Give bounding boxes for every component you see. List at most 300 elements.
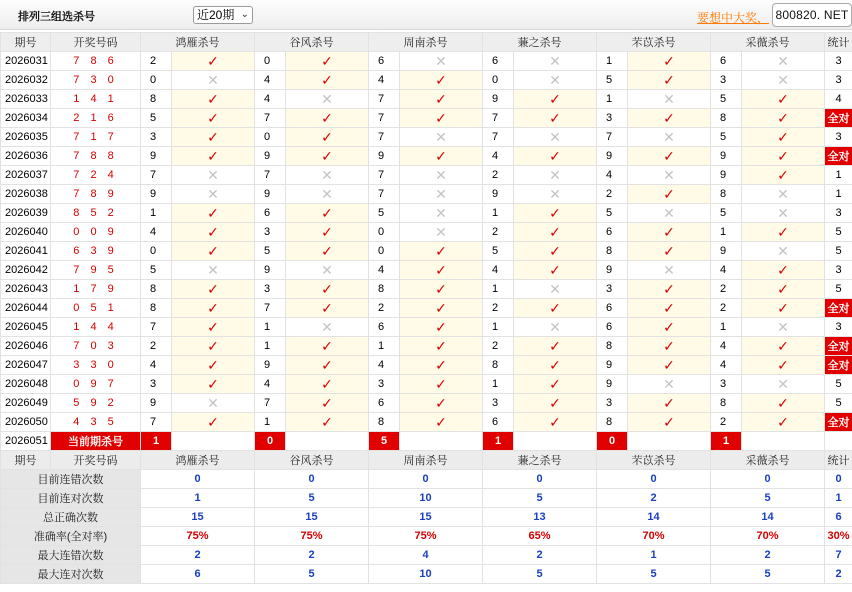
period-cell: 2026041 <box>1 242 51 261</box>
result-mark-cell <box>742 337 825 356</box>
cross-icon: ✕ <box>207 185 219 202</box>
period-cell: 2026043 <box>1 280 51 299</box>
current-empty-cell <box>514 432 597 451</box>
kill-number-cell: 3 <box>255 223 286 242</box>
table-row <box>1 223 852 242</box>
col-expert-2: 谷风杀号 <box>255 451 369 470</box>
kill-number-cell: 4 <box>711 337 742 356</box>
period-select-value: 近20期 <box>197 8 235 22</box>
full-correct-badge: 全对 <box>825 337 852 356</box>
table-row <box>1 394 852 413</box>
summary-stat-value: 1 <box>825 489 852 508</box>
kill-number-cell: 1 <box>483 375 514 394</box>
result-mark-cell <box>286 318 369 337</box>
kill-number-cell: 4 <box>255 90 286 109</box>
summary-value: 4 <box>369 546 483 565</box>
result-mark-cell <box>172 90 255 109</box>
result-mark-cell <box>628 261 711 280</box>
kill-number-cell: 2 <box>369 299 400 318</box>
period-cell: 2026031 <box>1 52 51 71</box>
check-icon: ✓ <box>435 261 447 278</box>
summary-value: 70% <box>597 527 711 546</box>
check-icon: ✓ <box>207 413 219 430</box>
kill-number-cell: 6 <box>483 413 514 432</box>
result-mark-cell <box>628 280 711 299</box>
kill-number-cell: 1 <box>255 337 286 356</box>
result-mark-cell <box>742 318 825 337</box>
col-period: 期号 <box>1 33 51 52</box>
kill-number-cell: 9 <box>483 185 514 204</box>
kill-number-cell: 6 <box>369 52 400 71</box>
summary-row <box>1 470 852 489</box>
stat-cell: 4 <box>825 90 852 109</box>
cross-icon: ✕ <box>207 394 219 411</box>
result-mark-cell <box>742 185 825 204</box>
period-cell: 2026049 <box>1 394 51 413</box>
result-mark-cell <box>514 394 597 413</box>
result-mark-cell <box>742 52 825 71</box>
kill-number-cell: 7 <box>369 166 400 185</box>
kill-number-cell: 9 <box>255 356 286 375</box>
check-icon: ✓ <box>435 109 447 126</box>
cross-icon: ✕ <box>549 185 561 202</box>
draw-number-cell: 5 9 2 <box>51 394 141 413</box>
summary-value: 75% <box>369 527 483 546</box>
table-row <box>1 261 852 280</box>
result-mark-cell <box>628 166 711 185</box>
kill-number-cell: 3 <box>597 280 628 299</box>
current-kill-number: 0 <box>255 432 286 451</box>
period-select[interactable] <box>193 6 253 24</box>
summary-label: 目前连错次数 <box>1 470 141 489</box>
result-mark-cell <box>400 337 483 356</box>
result-mark-cell <box>286 223 369 242</box>
result-mark-cell <box>172 147 255 166</box>
check-icon: ✓ <box>321 337 333 354</box>
table-row <box>1 280 852 299</box>
kill-number-cell: 1 <box>597 90 628 109</box>
result-mark-cell <box>628 204 711 223</box>
draw-number-cell: 7 3 0 <box>51 71 141 90</box>
result-mark-cell <box>172 318 255 337</box>
promo-link[interactable]: 要想中大奖， <box>697 11 770 25</box>
result-mark-cell <box>628 242 711 261</box>
table-row <box>1 52 852 71</box>
kill-number-cell: 2 <box>483 223 514 242</box>
result-mark-cell <box>286 90 369 109</box>
kill-number-cell: 3 <box>483 394 514 413</box>
draw-number-cell: 0 0 9 <box>51 223 141 242</box>
kill-number-cell: 9 <box>141 185 172 204</box>
site-brand-badge[interactable]: 800820. NET <box>772 3 852 27</box>
kill-number-cell: 3 <box>597 109 628 128</box>
period-cell: 2026051 <box>1 432 51 451</box>
result-mark-cell <box>172 394 255 413</box>
summary-value: 15 <box>141 508 255 527</box>
full-correct-badge: 全对 <box>825 356 852 375</box>
cross-icon: ✕ <box>549 128 561 145</box>
kill-number-cell: 5 <box>483 242 514 261</box>
cross-icon: ✕ <box>549 280 561 297</box>
cross-icon: ✕ <box>777 204 789 221</box>
result-mark-cell <box>514 261 597 280</box>
col-expert-3: 周南杀号 <box>369 451 483 470</box>
result-mark-cell <box>742 204 825 223</box>
check-icon: ✓ <box>321 204 333 221</box>
kill-number-cell: 7 <box>141 166 172 185</box>
kill-number-cell: 5 <box>141 261 172 280</box>
period-cell: 2026044 <box>1 299 51 318</box>
result-mark-cell <box>628 128 711 147</box>
kill-number-cell: 7 <box>369 90 400 109</box>
cross-icon: ✕ <box>435 223 447 240</box>
check-icon: ✓ <box>321 71 333 88</box>
result-mark-cell <box>286 299 369 318</box>
check-icon: ✓ <box>549 90 561 107</box>
current-empty-cell <box>172 432 255 451</box>
check-icon: ✓ <box>663 318 675 335</box>
kill-number-cell: 1 <box>483 280 514 299</box>
kill-number-cell: 2 <box>141 337 172 356</box>
table-row <box>1 166 852 185</box>
kill-number-cell: 0 <box>255 52 286 71</box>
kill-number-cell: 9 <box>141 394 172 413</box>
kill-number-cell: 2 <box>597 185 628 204</box>
stat-cell: 3 <box>825 71 852 90</box>
summary-value: 0 <box>483 470 597 489</box>
current-kill-number: 1 <box>711 432 742 451</box>
result-mark-cell <box>172 280 255 299</box>
kill-number-cell: 5 <box>597 71 628 90</box>
result-mark-cell <box>172 337 255 356</box>
summary-label: 目前连对次数 <box>1 489 141 508</box>
period-cell: 2026050 <box>1 413 51 432</box>
kill-number-cell: 1 <box>255 318 286 337</box>
kill-number-cell: 9 <box>711 242 742 261</box>
col-expert-5: 芣苡杀号 <box>597 33 711 52</box>
check-icon: ✓ <box>207 147 219 164</box>
result-mark-cell <box>286 109 369 128</box>
kill-number-cell: 9 <box>597 261 628 280</box>
check-icon: ✓ <box>549 337 561 354</box>
kill-number-cell: 3 <box>369 375 400 394</box>
check-icon: ✓ <box>549 261 561 278</box>
draw-number-cell: 7 0 3 <box>51 337 141 356</box>
summary-stat-value: 2 <box>825 565 852 584</box>
table-row <box>1 356 852 375</box>
result-mark-cell <box>742 223 825 242</box>
kill-number-cell: 6 <box>369 394 400 413</box>
kill-number-cell: 7 <box>255 109 286 128</box>
result-mark-cell <box>172 52 255 71</box>
stat-cell: 3 <box>825 318 852 337</box>
cross-icon: ✕ <box>549 318 561 335</box>
result-mark-cell <box>286 204 369 223</box>
summary-value: 5 <box>255 565 369 584</box>
stat-cell: 3 <box>825 52 852 71</box>
summary-stat-value: 0 <box>825 470 852 489</box>
summary-value: 13 <box>483 508 597 527</box>
check-icon: ✓ <box>663 280 675 297</box>
result-mark-cell <box>400 375 483 394</box>
draw-number-cell: 1 7 9 <box>51 280 141 299</box>
table-row <box>1 337 852 356</box>
check-icon: ✓ <box>321 52 333 69</box>
kill-number-cell: 5 <box>711 128 742 147</box>
check-icon: ✓ <box>663 394 675 411</box>
current-empty-cell <box>742 432 825 451</box>
check-icon: ✓ <box>321 147 333 164</box>
summary-value: 10 <box>369 565 483 584</box>
result-mark-cell <box>172 128 255 147</box>
current-empty-cell <box>628 432 711 451</box>
cross-icon: ✕ <box>777 242 789 259</box>
check-icon: ✓ <box>435 375 447 392</box>
check-icon: ✓ <box>321 109 333 126</box>
table-row <box>1 71 852 90</box>
kill-number-cell: 4 <box>369 261 400 280</box>
kill-number-cell: 1 <box>255 413 286 432</box>
kill-number-cell: 9 <box>255 147 286 166</box>
kill-number-cell: 4 <box>255 71 286 90</box>
kill-number-cell: 3 <box>141 375 172 394</box>
check-icon: ✓ <box>207 318 219 335</box>
kill-number-cell: 7 <box>255 166 286 185</box>
draw-number-cell: 3 3 0 <box>51 356 141 375</box>
kill-number-cell: 8 <box>483 356 514 375</box>
draw-number-cell: 0 9 7 <box>51 375 141 394</box>
col-expert-1: 鸿雁杀号 <box>141 451 255 470</box>
check-icon: ✓ <box>435 394 447 411</box>
check-icon: ✓ <box>435 242 447 259</box>
summary-value: 2 <box>141 546 255 565</box>
check-icon: ✓ <box>549 242 561 259</box>
kill-number-cell: 2 <box>483 337 514 356</box>
period-cell: 2026047 <box>1 356 51 375</box>
cross-icon: ✕ <box>207 71 219 88</box>
kill-number-cell: 9 <box>711 166 742 185</box>
period-cell: 2026035 <box>1 128 51 147</box>
table-row <box>1 242 852 261</box>
kill-number-cell: 6 <box>711 52 742 71</box>
kill-number-cell: 1 <box>141 204 172 223</box>
kill-number-cell: 8 <box>369 280 400 299</box>
result-mark-cell <box>514 280 597 299</box>
result-mark-cell <box>172 71 255 90</box>
summary-value: 0 <box>369 470 483 489</box>
kill-number-cell: 0 <box>141 242 172 261</box>
check-icon: ✓ <box>663 71 675 88</box>
check-icon: ✓ <box>435 299 447 316</box>
top-bar <box>0 0 852 30</box>
check-icon: ✓ <box>435 318 447 335</box>
kill-number-cell: 3 <box>711 375 742 394</box>
col-expert-4: 蒹之杀号 <box>483 451 597 470</box>
period-cell: 2026042 <box>1 261 51 280</box>
full-correct-badge: 全对 <box>825 299 852 318</box>
cross-icon: ✕ <box>435 185 447 202</box>
cross-icon: ✕ <box>663 261 675 278</box>
result-mark-cell <box>742 299 825 318</box>
result-mark-cell <box>400 413 483 432</box>
summary-value: 10 <box>369 489 483 508</box>
table-row <box>1 204 852 223</box>
check-icon: ✓ <box>777 337 789 354</box>
result-mark-cell <box>172 223 255 242</box>
draw-number-cell: 4 3 5 <box>51 413 141 432</box>
result-mark-cell <box>628 299 711 318</box>
summary-value: 14 <box>711 508 825 527</box>
check-icon: ✓ <box>549 109 561 126</box>
result-mark-cell <box>286 166 369 185</box>
period-cell: 2026040 <box>1 223 51 242</box>
check-icon: ✓ <box>435 356 447 373</box>
period-cell: 2026037 <box>1 166 51 185</box>
result-mark-cell <box>742 394 825 413</box>
kill-number-cell: 4 <box>141 356 172 375</box>
period-cell: 2026045 <box>1 318 51 337</box>
summary-stat-value: 6 <box>825 508 852 527</box>
check-icon: ✓ <box>321 299 333 316</box>
summary-stat-value: 30% <box>825 527 852 546</box>
summary-row <box>1 508 852 527</box>
check-icon: ✓ <box>663 413 675 430</box>
full-correct-badge: 全对 <box>825 109 852 128</box>
result-mark-cell <box>742 90 825 109</box>
result-mark-cell <box>286 394 369 413</box>
kill-number-cell: 6 <box>483 52 514 71</box>
kill-number-cell: 8 <box>141 90 172 109</box>
cross-icon: ✕ <box>321 166 333 183</box>
cross-icon: ✕ <box>777 375 789 392</box>
kill-number-cell: 7 <box>369 128 400 147</box>
result-mark-cell <box>628 394 711 413</box>
kill-number-cell: 7 <box>255 299 286 318</box>
check-icon: ✓ <box>777 413 789 430</box>
kill-number-cell: 1 <box>483 318 514 337</box>
kill-number-cell: 7 <box>483 128 514 147</box>
check-icon: ✓ <box>663 242 675 259</box>
cross-icon: ✕ <box>777 71 789 88</box>
summary-value: 75% <box>141 527 255 546</box>
result-mark-cell <box>514 147 597 166</box>
table-header-row <box>1 33 852 52</box>
check-icon: ✓ <box>321 356 333 373</box>
check-icon: ✓ <box>777 261 789 278</box>
summary-value: 15 <box>255 508 369 527</box>
check-icon: ✓ <box>435 71 447 88</box>
result-mark-cell <box>172 242 255 261</box>
check-icon: ✓ <box>207 375 219 392</box>
check-icon: ✓ <box>549 413 561 430</box>
table-row <box>1 128 852 147</box>
summary-row <box>1 565 852 584</box>
draw-number-cell: 7 1 7 <box>51 128 141 147</box>
kill-number-cell: 9 <box>369 147 400 166</box>
result-mark-cell <box>742 280 825 299</box>
result-mark-cell <box>628 109 711 128</box>
check-icon: ✓ <box>321 242 333 259</box>
kill-number-cell: 1 <box>711 318 742 337</box>
check-icon: ✓ <box>435 337 447 354</box>
kill-number-cell: 9 <box>597 375 628 394</box>
draw-number-cell: 0 5 1 <box>51 299 141 318</box>
current-empty-cell <box>400 432 483 451</box>
result-mark-cell <box>400 185 483 204</box>
result-mark-cell <box>514 299 597 318</box>
result-mark-cell <box>172 375 255 394</box>
check-icon: ✓ <box>663 185 675 202</box>
kill-number-cell: 9 <box>597 356 628 375</box>
result-mark-cell <box>286 375 369 394</box>
draw-number-cell: 2 1 6 <box>51 109 141 128</box>
kill-number-table <box>0 32 852 584</box>
result-mark-cell <box>628 356 711 375</box>
result-mark-cell <box>286 261 369 280</box>
kill-number-cell: 1 <box>369 337 400 356</box>
kill-number-cell: 4 <box>597 166 628 185</box>
current-kill-label: 当前期杀号 <box>51 432 141 451</box>
kill-number-cell: 6 <box>369 318 400 337</box>
result-mark-cell <box>400 52 483 71</box>
result-mark-cell <box>286 147 369 166</box>
result-mark-cell <box>514 337 597 356</box>
current-empty-cell <box>286 432 369 451</box>
summary-label: 最大连错次数 <box>1 546 141 565</box>
result-mark-cell <box>400 90 483 109</box>
result-mark-cell <box>286 242 369 261</box>
summary-value: 2 <box>483 546 597 565</box>
cross-icon: ✕ <box>207 261 219 278</box>
check-icon: ✓ <box>207 280 219 297</box>
kill-number-cell: 7 <box>141 318 172 337</box>
result-mark-cell <box>514 375 597 394</box>
cross-icon: ✕ <box>663 90 675 107</box>
check-icon: ✓ <box>777 90 789 107</box>
summary-value: 0 <box>597 470 711 489</box>
result-mark-cell <box>400 356 483 375</box>
kill-number-cell: 8 <box>597 242 628 261</box>
check-icon: ✓ <box>435 90 447 107</box>
result-mark-cell <box>172 413 255 432</box>
kill-number-cell: 6 <box>597 299 628 318</box>
result-mark-cell <box>400 71 483 90</box>
result-mark-cell <box>172 261 255 280</box>
check-icon: ✓ <box>207 52 219 69</box>
check-icon: ✓ <box>549 204 561 221</box>
result-mark-cell <box>286 52 369 71</box>
result-mark-cell <box>172 109 255 128</box>
kill-number-cell: 0 <box>255 128 286 147</box>
summary-value: 5 <box>483 489 597 508</box>
summary-value: 2 <box>711 546 825 565</box>
kill-number-cell: 4 <box>369 71 400 90</box>
kill-number-cell: 1 <box>597 52 628 71</box>
kill-number-cell: 8 <box>141 280 172 299</box>
check-icon: ✓ <box>321 128 333 145</box>
result-mark-cell <box>172 299 255 318</box>
check-icon: ✓ <box>549 394 561 411</box>
col-expert-6: 采薇杀号 <box>711 33 825 52</box>
result-mark-cell <box>628 147 711 166</box>
check-icon: ✓ <box>321 394 333 411</box>
col-expert-4: 蒹之杀号 <box>483 33 597 52</box>
result-mark-cell <box>514 356 597 375</box>
kill-number-cell: 4 <box>483 147 514 166</box>
current-kill-number: 1 <box>141 432 172 451</box>
summary-label: 总正确次数 <box>1 508 141 527</box>
summary-value: 5 <box>597 565 711 584</box>
